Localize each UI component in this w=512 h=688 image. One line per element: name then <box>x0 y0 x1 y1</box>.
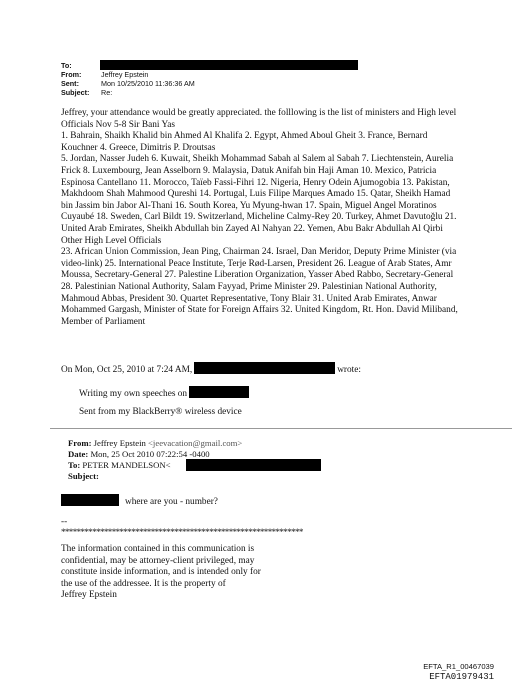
quoted-line-1 <box>79 386 249 401</box>
sent-label: Sent: <box>61 79 79 88</box>
confidentiality-line: Jeffrey Epstein <box>61 590 117 601</box>
forwarded-message-text: where are you - number? <box>125 497 218 507</box>
forwarded-from-email[interactable]: <jeevacation@gmail.com> <box>148 438 243 448</box>
forwarded-date <box>68 449 210 460</box>
forwarded-date-label: Date: <box>68 449 89 459</box>
from-label: From: <box>61 70 82 79</box>
signature-stars: ************************************************************** <box>61 527 303 537</box>
from-value: Jeffrey Epstein <box>101 70 149 79</box>
forwarded-from <box>68 438 242 449</box>
forwarded-subject-label: Subject: <box>68 471 99 481</box>
confidentiality-line: the use of the addressee. It is the property of <box>61 578 226 589</box>
quoted-line-2: Sent from my BlackBerry® wireless device <box>79 407 242 417</box>
body-paragraph: 5. Jordan, Nasser Judeh 6. Kuwait, Sheikh Mohammad Sabah al Salem al Sabah 7. Liechtenstein, Aurelia Frick 8. Luxembourg, Jean Asselborn 9. Malaysia, Datuk Anifah bin Haji Aman 10. Mexico, Patricia Espinosa Cantellano 11. Morocco, Taïeb Fassi-Fihri 12. Nigeria, Henry Odein Ajumogobia 13. Pakistan, Makhdoom Shah Mahmood Qureshi 14. Portugal, Luis Filipe Marques Amado 15. Qatar, Sheikh Hamad bin Jassim bin Jabor Al-Thani 16. South Korea, Yu Myung-hwan 17. Spain, Miguel Angel Moratinos Cuyaubé 18. Sweden, Carl Bildt 19. Switzerland, Micheline Calmy-Rey 20. Turkey, Ahmet Davutoğlu 21. United Arab Emirates, Sheikh Abdullah bin Zayed Al Nahyan 22. Yemen, Abu Bakr Abdullah Al Qirbi <box>61 154 457 234</box>
message-body <box>61 108 461 328</box>
forwarded-message <box>61 494 218 509</box>
sent-value: Mon 10/25/2010 11:36:36 AM <box>101 79 195 88</box>
forwarded-to <box>68 460 171 471</box>
redaction-greeting <box>61 494 119 506</box>
subject-value: Re: <box>101 88 113 97</box>
redaction-speech <box>189 386 249 398</box>
forwarded-date-value: Mon, 25 Oct 2010 07:22:54 -0400 <box>90 449 210 459</box>
confidentiality-notice <box>61 544 361 602</box>
body-paragraph: Other High Level Officials <box>61 235 162 246</box>
body-paragraph: Jeffrey, your attendance would be greatly appreciated. the folllowing is the list of ministers and High level Officials Nov 5-8 Sir Bani Yas <box>61 108 457 130</box>
quoted-line-1-text: Writing my own speeches on <box>79 389 188 399</box>
quoted-intro <box>61 362 361 377</box>
divider <box>50 428 512 429</box>
redaction-to <box>100 60 358 70</box>
quoted-intro-suffix: wrote: <box>337 365 361 375</box>
forwarded-subject <box>68 471 99 482</box>
signature-dashes: -- <box>61 517 68 527</box>
forwarded-to-label: To: <box>68 460 81 470</box>
body-paragraph: 1. Bahrain, Shaikh Khalid bin Ahmed Al Khalifa 2. Egypt, Ahmed Aboul Gheit 3. France, Bernard Kouchner 4. Greece, Dimitris P. Droutsas <box>61 131 428 153</box>
redaction-to-email <box>186 459 321 471</box>
footer-ref-2: EFTA01979431 <box>429 672 494 682</box>
quoted-intro-prefix: On Mon, Oct 25, 2010 at 7:24 AM, <box>61 365 193 375</box>
redaction-sender <box>194 362 335 374</box>
confidentiality-line: confidential, may be attorney-client privileged, may <box>61 555 255 566</box>
footer-ref-1: EFTA_R1_00467039 <box>423 662 494 671</box>
forwarded-from-name: Jeffrey Epstein <box>93 438 146 448</box>
to-label: To: <box>61 61 72 70</box>
forwarded-to-value: PETER MANDELSON< <box>82 460 171 470</box>
body-paragraph: 23. African Union Commission, Jean Ping, Chairman 24. Israel, Dan Meridor, Deputy Prime Minister (via video-link) 25. International Peace Institute, Terje Rød-Larsen, President 26. League of Arab States, Amr Moussa, Secretary-General 27. Palestine Liberation Organization, Yasser Abed Rabbo, Secretary-General 28. Palestinian National Authority, Salam Fayyad, Prime Minister 29. Palestinian National Authority, Mahmoud Abbas, President 30. Quartet Representative, Tony Blair 31. United Arab Emirates, Anwar Mohammed Gargash, Minister of State for Foreign Affairs 32. United Kingdom, Rt. Hon. David Miliband, Member of Parliament <box>61 247 458 327</box>
confidentiality-line: constitute inside information, and is intended only for <box>61 567 261 578</box>
subject-label: Subject: <box>61 88 90 97</box>
confidentiality-line: The information contained in this communication is <box>61 544 255 554</box>
forwarded-from-label: From: <box>68 438 92 448</box>
